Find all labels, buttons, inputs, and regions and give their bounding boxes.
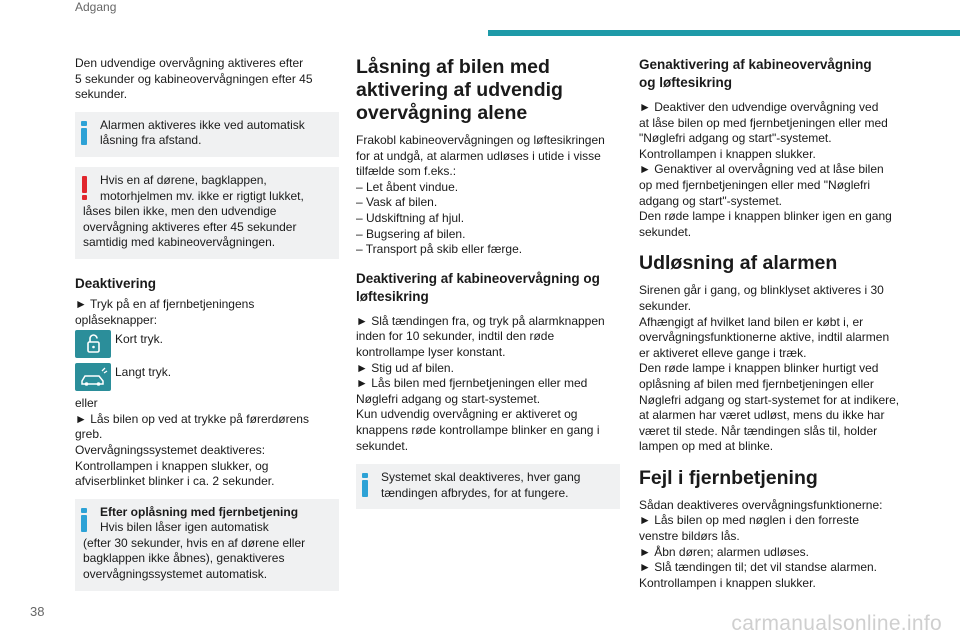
section-title: Adgang <box>75 0 117 14</box>
info-note-3-text: Systemet skal deaktiveres, hver gang tændingen afbrydes, for at fungere. <box>381 470 581 500</box>
long-press-row <box>75 363 339 394</box>
heading-lock-external-only: Låsning af bilen med aktivering af udvendig overvågning alene <box>356 56 563 124</box>
long-press-label: Langt tryk. <box>115 365 172 380</box>
heading-deactivate-cabin: Deaktivering af kabineovervågning og løftesikring <box>356 270 600 304</box>
remote-fault-text: Sådan deaktiveres overvågningsfunktionerne: ► Lås bilen op med nøglen i den forreste venstre bildørs lås. ► Åbn døren; alarmen udløses. ► Slå tændingen til; det vil standse alarmen. Kontrollampen i knappen slukker. <box>639 497 883 590</box>
short-press-row <box>75 330 339 361</box>
info-note-text: Alarmen aktiveres ikke ved automatisk låsning fra afstand. <box>100 117 305 148</box>
info-note-2-first-line: Hvis bilen låser igen automatisk <box>100 520 269 535</box>
deactivation-step: ► Tryk på en af fjernbetjeningens oplåseknapper: <box>75 296 255 327</box>
list-item: – Let åbent vindue. <box>356 179 459 194</box>
alarm-trigger-text: Sirenen går i gang, og blinklyset aktiveres i 30 sekunder. Afhængigt af hvilket land bilen er købt i, er overvågningsfunktionerne aktive, indtil alarmen er aktiveret elleve gange i træk. Den røde lampe i knappen blinker hurtigt ved oplåsning af bilen med fjernbetjeningen eller Nøglefri adgang og start-systemet for at indikere, at alarmen har været udløst, mens du ikke har været til stede. Når tændingen slås til, holder lampen op med at blinke. <box>639 283 900 454</box>
after-keys-text: eller ► Lås bilen op ved at trykke på førerdørens greb. Overvågningssystemet deaktiveres: Kontrollampen i knappen slukker, og afviserblinket blinker i ca. 2 sekunder. <box>75 396 309 489</box>
list-item: – Bugsering af bilen. <box>356 226 466 241</box>
info-icon <box>362 473 368 497</box>
page-number: 38 <box>30 604 45 619</box>
column-right <box>639 56 903 591</box>
list-item: – Vask af bilen. <box>356 195 438 210</box>
info-note-2-title: Efter oplåsning med fjernbetjening <box>100 504 299 519</box>
warning-text-first: Hvis en af dørene, bagklappen, motorhjelmen mv. ikke er rigtigt lukket, <box>100 172 304 203</box>
header-accent-bar <box>488 30 960 36</box>
heading-reactivation: Genaktivering af kabineovervågning og løftesikring <box>639 57 872 90</box>
warning-text-rest: låses bilen ikke, men den udvendige overvågning aktiveres efter 45 sekunder samtidig med kabineovervågningen. <box>83 204 297 250</box>
watermark: carmanualsonline.info <box>731 612 942 635</box>
case-list <box>356 180 620 258</box>
padlock-unlock-icon <box>75 330 111 358</box>
heading-remote-fault: Fejl i fjernbetjening <box>639 466 818 489</box>
lock-intro-text: Frakobl kabineovervågningen og løftesikringen for at undgå, at alarmen udløses i utide i visse tilfælde som f.eks.: <box>356 133 605 179</box>
info-icon <box>81 508 87 532</box>
deactivate-cabin-steps: ► Slå tændingen fra, og tryk på alarmknappen inden for 10 sekunder, indtil den røde kontrollampe lyser konstant. ► Stig ud af bilen. ► Lås bilen med fjernbetjeningen eller med Nøglefri adgang og start-systemet. Kun udvendig overvågning er aktiveret og knappens røde kontrollampe blinker en gang i sekundet. <box>356 313 605 453</box>
list-item: – Transport på skib eller færge. <box>356 242 523 257</box>
column-left <box>75 56 339 591</box>
column-middle <box>356 56 620 509</box>
car-unlock-icon <box>75 363 111 391</box>
info-note-2-rest: (efter 30 sekunder, hvis en af dørene eller bagklappen ikke åbnes), genaktiveres overvågningssystemet automatisk. <box>83 535 306 582</box>
short-press-label: Kort tryk. <box>115 332 164 347</box>
info-note-box-3 <box>356 464 620 509</box>
info-note-box <box>75 112 339 157</box>
warning-icon <box>82 176 87 200</box>
intro-text: Den udvendige overvågning aktiveres efter 5 sekunder og kabineovervågningen efter 45 sekunder. <box>75 56 313 102</box>
reactivation-text: ► Deaktiver den udvendige overvågning ved at låse bilen op med fjernbetjeningen eller med "Nøglefri adgang og start"-systemet. Kontrollampen i knappen slukker. ► Genaktiver al overvågning ved at låse bilen op med fjernbetjeningen eller med "Nøglefri adgang og start"-systemet. Den røde lampe i knappen blinker igen en gang sekundet. <box>639 100 892 239</box>
info-icon <box>81 121 87 145</box>
warning-box <box>75 167 339 259</box>
heading-alarm-trigger: Udløsning af alarmen <box>639 252 838 275</box>
deactivation-heading: Deaktivering <box>75 275 157 291</box>
info-note-box-2 <box>75 499 339 591</box>
list-item: – Udskiftning af hjul. <box>356 210 465 225</box>
